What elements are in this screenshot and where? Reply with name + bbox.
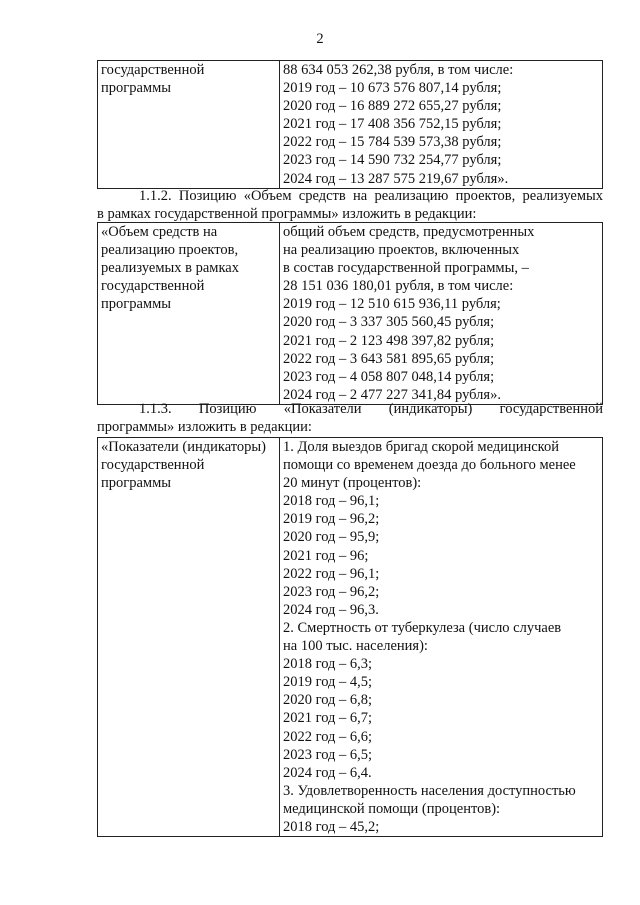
- paragraph-1-1-2: [97, 187, 603, 223]
- table-text-line: 2. Смертность от туберкулеза (число случаев: [283, 619, 562, 636]
- table-text-line: на реализацию проектов, включенных: [283, 242, 520, 259]
- table-text-line: 2020 год – 16 889 272 655,27 рубля;: [283, 98, 502, 115]
- table-text-line: программы: [101, 80, 171, 97]
- table-text-line: медицинской помощи (процентов):: [283, 800, 501, 817]
- position-value-cell: [280, 223, 603, 405]
- table-text-line: государственной: [101, 62, 205, 78]
- table-text-line: 2024 год – 2 477 227 341,84 рубля».: [283, 386, 501, 403]
- table-text-line: государственной: [101, 278, 205, 295]
- paragraph-line: программы» изложить в редакции:: [97, 419, 312, 436]
- paragraph-1-1-3: [97, 400, 603, 436]
- table-text-line: 2019 год – 96,2;: [283, 511, 380, 528]
- table-text-line: 2022 год – 15 784 539 573,38 рубля;: [283, 134, 502, 151]
- table-text-line: 2020 год – 3 337 305 560,45 рубля;: [283, 314, 495, 331]
- funding-total-table: [97, 60, 603, 189]
- table-text-line: 2018 год – 45,2;: [283, 818, 380, 835]
- position-name-cell: [98, 438, 280, 837]
- page-number: 2: [316, 31, 324, 47]
- table-text-line: программы: [101, 475, 171, 492]
- table-text-line: 2023 год – 6,5;: [283, 746, 373, 763]
- table-text-line: программы: [101, 296, 171, 313]
- position-value-cell: [280, 438, 603, 837]
- table-text-line: на 100 тыс. населения):: [283, 638, 428, 655]
- table-text-line: 2021 год – 6,7;: [283, 710, 373, 727]
- table-text-line: 2024 год – 6,4.: [283, 764, 372, 781]
- table-text-line: 2020 год – 95,9;: [283, 529, 380, 546]
- table-text-line: 2022 год – 96,1;: [283, 565, 380, 582]
- table-text-line: 2018 год – 6,3;: [283, 656, 373, 673]
- table-text-line: 2022 год – 6,6;: [283, 728, 373, 745]
- table-text-line: 2021 год – 2 123 498 397,82 рубля;: [283, 332, 495, 349]
- table-row: [98, 438, 603, 837]
- position-name-cell: [98, 223, 280, 405]
- table-text-line: 3. Удовлетворенность населения доступностью: [283, 782, 576, 799]
- table-text-line: 1. Доля выездов бригад скорой медицинской: [283, 439, 559, 455]
- table-text-line: 2019 год – 10 673 576 807,14 рубля;: [283, 80, 502, 97]
- table-text-line: 2023 год – 4 058 807 048,14 рубля;: [283, 368, 495, 385]
- paragraph-line: 1.1.3. Позицию «Показатели (индикаторы) государственной: [139, 401, 603, 417]
- table-text-line: 2021 год – 96;: [283, 547, 369, 564]
- table-text-line: государственной: [101, 457, 205, 474]
- indicators-table: [97, 437, 603, 837]
- project-funding-table: [97, 222, 603, 405]
- table-text-line: 2018 год – 96,1;: [283, 493, 380, 510]
- table-text-line: 2023 год – 96,2;: [283, 583, 380, 600]
- position-name-cell: [98, 61, 280, 189]
- table-text-line: помощи со временем доезда до больного менее: [283, 457, 576, 474]
- table-text-line: «Объем средств на: [101, 224, 218, 240]
- table-text-line: 2024 год – 96,3.: [283, 601, 379, 618]
- paragraph-line: в рамках государственной программы» изложить в редакции:: [97, 206, 477, 223]
- table-text-line: 2020 год – 6,8;: [283, 692, 373, 709]
- table-row: [98, 223, 603, 405]
- table-text-line: в состав государственной программы, –: [283, 260, 529, 277]
- table-text-line: 2022 год – 3 643 581 895,65 рубля;: [283, 350, 495, 367]
- table-text-line: реализацию проектов,: [101, 242, 239, 259]
- table-text-line: 2019 год – 12 510 615 936,11 рубля;: [283, 296, 501, 313]
- table-text-line: 2019 год – 4,5;: [283, 674, 373, 691]
- table-text-line: 2023 год – 14 590 732 254,77 рубля;: [283, 152, 502, 169]
- table-row: [98, 61, 603, 189]
- table-text-line: общий объем средств, предусмотренных: [283, 224, 535, 240]
- table-text-line: «Показатели (индикаторы): [101, 439, 267, 455]
- paragraph-line: 1.1.2. Позицию «Объем средств на реализацию проектов, реализуемых: [139, 188, 603, 204]
- table-text-line: реализуемых в рамках: [101, 260, 239, 277]
- table-text-line: 2024 год – 13 287 575 219,67 рубля».: [283, 170, 509, 187]
- table-text-line: 88 634 053 262,38 рубля, в том числе:: [283, 62, 514, 78]
- table-text-line: 2021 год – 17 408 356 752,15 рубля;: [283, 116, 502, 133]
- table-text-line: 28 151 036 180,01 рубля, в том числе:: [283, 278, 514, 295]
- table-text-line: 20 минут (процентов):: [283, 475, 422, 492]
- position-value-cell: [280, 61, 603, 189]
